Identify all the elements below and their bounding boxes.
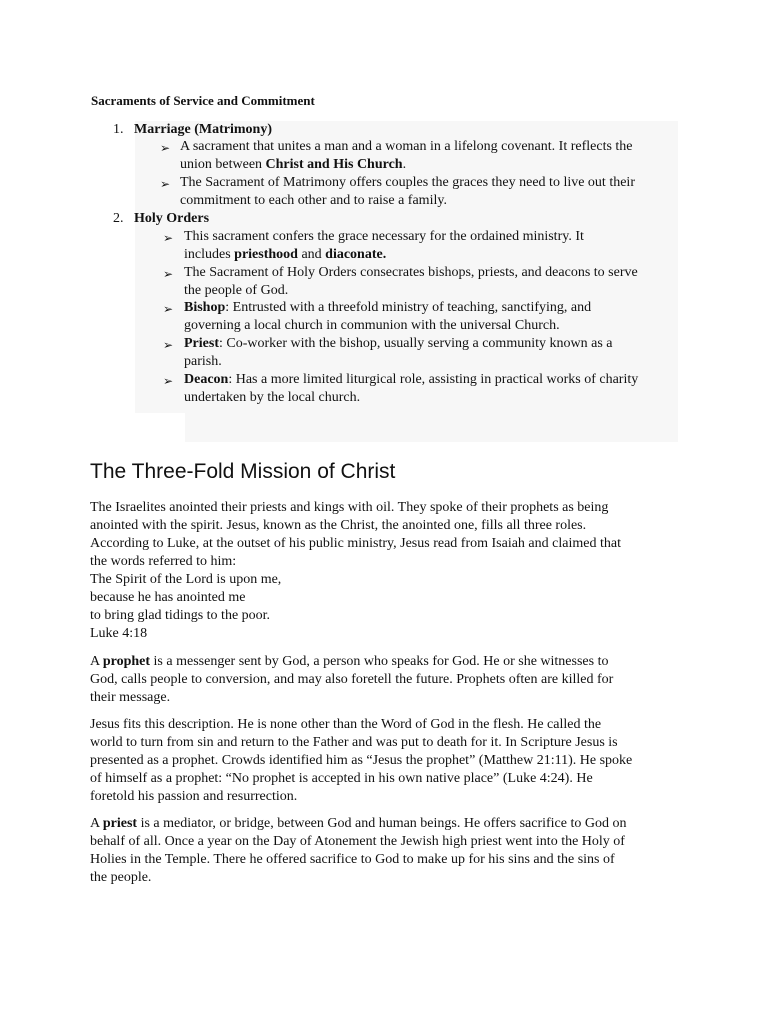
bullet-line: union between Christ and His Church. — [180, 157, 407, 172]
list-background-tail — [185, 413, 678, 442]
arrow-bullet-icon: ➢ — [163, 302, 174, 316]
bullet-line: This sacrament confers the grace necessary for the ordained ministry. It — [184, 229, 584, 244]
paragraph-line: the words referred to him: — [90, 554, 237, 569]
paragraph-line: The Israelites anointed their priests and kings with oil. They spoke of their prophets as being — [90, 500, 609, 515]
quote-citation: Luke 4:18 — [90, 626, 148, 641]
quote-line: to bring glad tidings to the poor. — [90, 608, 271, 623]
bullet-line: the people of God. — [184, 283, 289, 298]
paragraph-line: presented as a prophet. Crowds identified him as “Jesus the prophet” (Matthew 21:11). He spoke — [90, 753, 633, 768]
bullet-line: A sacrament that unites a man and a woman in a lifelong covenant. It reflects the — [180, 139, 633, 154]
quote-line: because he has anointed me — [90, 590, 246, 605]
bullet-line: Priest: Co-worker with the bishop, usually serving a community known as a — [184, 336, 613, 351]
bullet-line: The Sacrament of Holy Orders consecrates bishops, priests, and deacons to serve — [184, 265, 638, 280]
arrow-bullet-icon: ➢ — [160, 141, 171, 155]
bullet-line: Bishop: Entrusted with a threefold ministry of teaching, sanctifying, and — [184, 300, 592, 315]
term-prophet: prophet — [102, 654, 151, 669]
page-heading: The Three-Fold Mission of Christ — [90, 460, 396, 483]
paragraph-line: God, calls people to conversion, and may also foretell the future. Prophets often are killed for — [90, 672, 614, 687]
bullet-line: The Sacrament of Matrimony offers couples the graces they need to live out their — [180, 175, 635, 190]
list-item-title: Marriage (Matrimony) — [134, 122, 272, 137]
arrow-bullet-icon: ➢ — [163, 267, 174, 281]
section-title: Sacraments of Service and Commitment — [91, 93, 315, 108]
list-number: 2. — [113, 211, 124, 226]
list-item-2 — [113, 210, 209, 228]
bullet-line: Deacon: Has a more limited liturgical role, assisting in practical works of charity — [184, 372, 639, 387]
bullet-line: undertaken by the local church. — [184, 390, 361, 405]
arrow-bullet-icon: ➢ — [163, 231, 174, 245]
paragraph-line: Jesus fits this description. He is none other than the Word of God in the flesh. He called the — [90, 717, 602, 732]
bullet-line: commitment to each other and to raise a family. — [180, 193, 447, 208]
paragraph-line: According to Luke, at the outset of his public ministry, Jesus read from Isaiah and claimed that — [90, 536, 621, 551]
list-item-1 — [113, 121, 272, 139]
bullet-line: includes priesthood and diaconate. — [184, 247, 387, 262]
paragraph-line: Holies in the Temple. There he offered sacrifice to God to make up for his sins and the sins of — [90, 852, 615, 867]
arrow-bullet-icon: ➢ — [163, 338, 174, 352]
paragraph-line: of himself as a prophet: “No prophet is accepted in his own native place” (Luke 4:24). He — [90, 771, 593, 786]
bullet-line: parish. — [184, 354, 222, 369]
paragraph-line: their message. — [90, 690, 171, 705]
paragraph-line: anointed with the spirit. Jesus, known as the Christ, the anointed one, fills all three roles. — [90, 518, 587, 533]
bullet-line: governing a local church in communion with the universal Church. — [184, 318, 560, 333]
list-item-title: Holy Orders — [134, 211, 210, 226]
term-priest: priest — [102, 816, 138, 831]
paragraph-line: foretold his passion and resurrection. — [90, 789, 298, 804]
paragraph-line: the people. — [90, 870, 152, 885]
list-number: 1. — [113, 122, 124, 137]
paragraph-line: world to turn from sin and return to the Father and was put to death for it. In Scripture Jesus is — [90, 735, 618, 750]
quote-line: The Spirit of the Lord is upon me, — [90, 572, 282, 587]
arrow-bullet-icon: ➢ — [160, 177, 171, 191]
paragraph-line: A prophet is a messenger sent by God, a person who speaks for God. He or she witnesses to — [90, 654, 609, 669]
paragraph-line: A priest is a mediator, or bridge, between God and human beings. He offers sacrifice to God on — [90, 816, 627, 831]
arrow-bullet-icon: ➢ — [163, 374, 174, 388]
paragraph-line: behalf of all. Once a year on the Day of Atonement the Jewish high priest went into the Holy of — [90, 834, 625, 849]
